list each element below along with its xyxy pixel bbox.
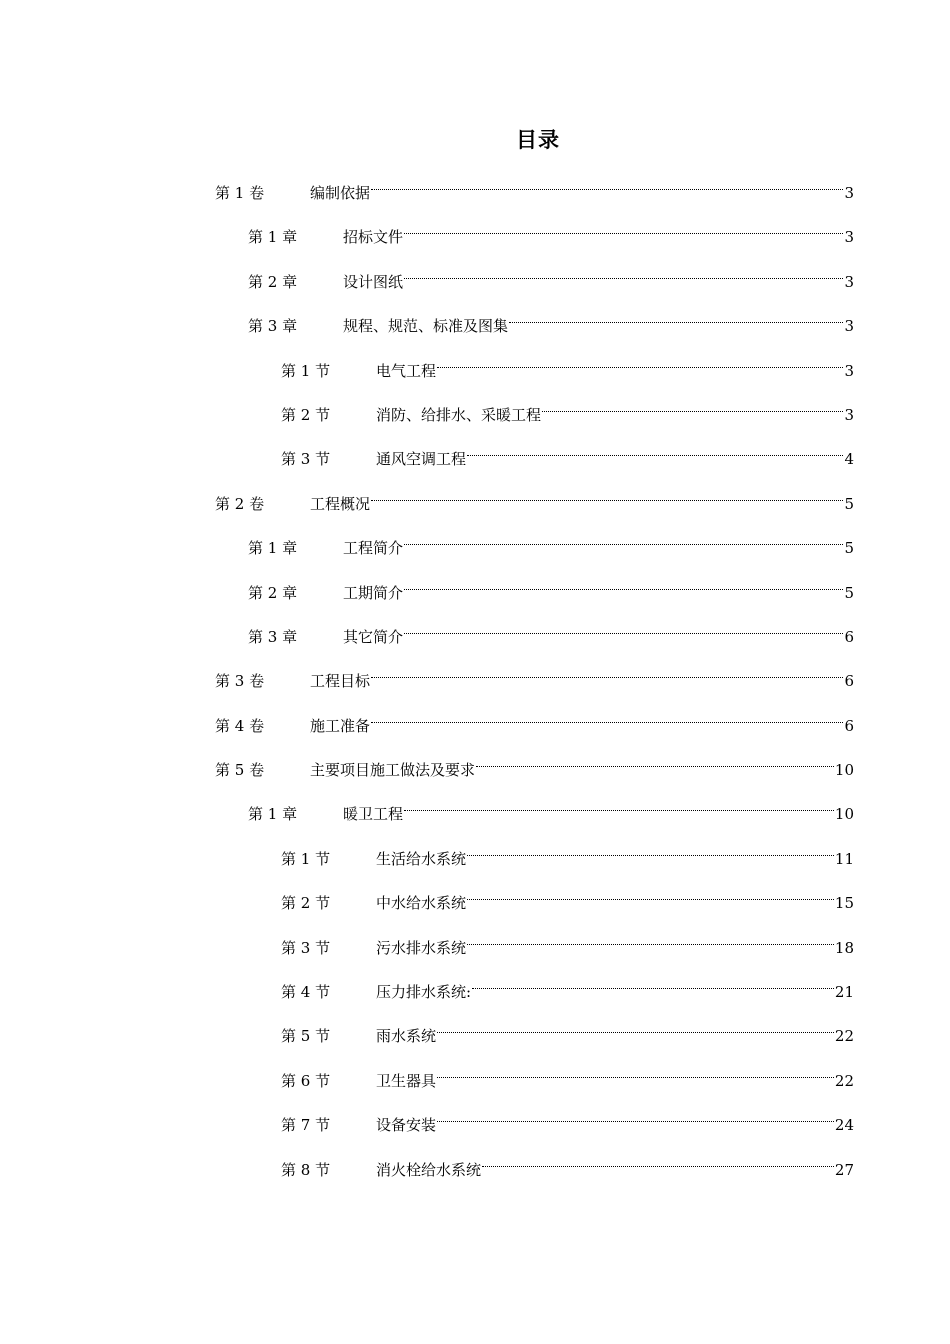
toc-entry-line xyxy=(215,745,854,785)
toc-entry-page-number: 27 xyxy=(834,1160,854,1179)
toc-entry[interactable] xyxy=(0,878,950,922)
toc-entry[interactable] xyxy=(0,834,950,878)
toc-entry[interactable] xyxy=(0,301,950,345)
toc-entry[interactable] xyxy=(0,568,950,612)
toc-entry-number: 第 1 卷 xyxy=(215,184,265,202)
toc-entry-title: 招标文件 xyxy=(343,228,404,247)
toc-entry-line xyxy=(281,967,854,1007)
toc-entry[interactable] xyxy=(0,745,950,789)
toc-entry-line xyxy=(248,301,854,341)
toc-entry-page-number: 18 xyxy=(834,938,854,957)
toc-dot-leader xyxy=(371,168,843,198)
toc-entry-page-number: 6 xyxy=(844,672,854,691)
toc-entry-number: 第 7 节 xyxy=(281,1116,331,1135)
toc-entry[interactable] xyxy=(0,1011,950,1055)
toc-entry-number: 第 3 章 xyxy=(248,317,298,336)
toc-entry-page-number: 21 xyxy=(834,983,854,1002)
toc-entry-line xyxy=(281,1011,854,1051)
toc-dot-leader xyxy=(404,789,834,819)
toc-entry-number: 第 3 节 xyxy=(281,450,331,469)
toc-list xyxy=(0,168,950,1189)
toc-entry-page-number: 4 xyxy=(844,450,854,469)
toc-entry-number: 第 4 节 xyxy=(281,983,331,1002)
toc-entry-number: 第 4 卷 xyxy=(215,716,265,735)
toc-entry-line xyxy=(215,168,854,208)
toc-entry-line xyxy=(248,212,854,252)
toc-entry-page-number: 6 xyxy=(844,716,854,735)
toc-entry-title: 中水给水系统 xyxy=(376,894,467,913)
toc-entry[interactable] xyxy=(0,168,950,212)
toc-dot-leader xyxy=(404,568,843,598)
toc-entry[interactable] xyxy=(0,923,950,967)
toc-dot-leader xyxy=(371,656,843,686)
toc-entry-page-number: 5 xyxy=(844,583,854,602)
toc-entry-title: 压力排水系统: xyxy=(376,983,472,1002)
toc-entry-title: 施工准备 xyxy=(310,716,371,735)
toc-entry-line xyxy=(248,568,854,608)
toc-entry-title: 其它简介 xyxy=(343,627,404,646)
toc-entry[interactable] xyxy=(0,701,950,745)
toc-entry-number: 第 1 节 xyxy=(281,361,331,380)
toc-entry-line xyxy=(281,834,854,874)
toc-entry-line xyxy=(248,612,854,652)
toc-entry-line xyxy=(215,656,854,696)
toc-entry-title: 通风空调工程 xyxy=(376,450,467,469)
toc-dot-leader xyxy=(404,523,843,553)
toc-entry-page-number: 3 xyxy=(844,184,854,202)
toc-entry-page-number: 3 xyxy=(844,405,854,424)
toc-entry-title: 编制依据 xyxy=(310,184,371,202)
toc-entry-title: 设备安装 xyxy=(376,1116,437,1135)
toc-entry-title: 消防、给排水、采暖工程 xyxy=(376,405,542,424)
toc-entry-title: 工程简介 xyxy=(343,539,404,558)
toc-entry-number: 第 5 卷 xyxy=(215,761,265,780)
toc-entry-page-number: 6 xyxy=(844,627,854,646)
toc-entry-page-number: 5 xyxy=(844,539,854,558)
toc-entry-title: 消火栓给水系统 xyxy=(376,1160,482,1179)
toc-entry-page-number: 24 xyxy=(834,1116,854,1135)
toc-entry-page-number: 22 xyxy=(834,1027,854,1046)
toc-entry-page-number: 3 xyxy=(844,317,854,336)
toc-dot-leader xyxy=(467,834,834,864)
toc-dot-leader xyxy=(437,1011,834,1041)
toc-entry-page-number: 3 xyxy=(844,361,854,380)
toc-entry[interactable] xyxy=(0,1056,950,1100)
toc-dot-leader xyxy=(404,612,843,642)
toc-entry-page-number: 10 xyxy=(834,761,854,780)
toc-entry[interactable] xyxy=(0,1100,950,1144)
toc-entry-number: 第 2 章 xyxy=(248,583,298,602)
toc-entry-title: 工期简介 xyxy=(343,583,404,602)
toc-entry-line xyxy=(215,479,854,519)
toc-entry-title: 规程、规范、标准及图集 xyxy=(343,317,509,336)
toc-entry-line xyxy=(248,523,854,563)
toc-entry-title: 雨水系统 xyxy=(376,1027,437,1046)
toc-entry-number: 第 8 节 xyxy=(281,1160,331,1179)
toc-entry-line xyxy=(281,390,854,430)
toc-entry-line xyxy=(215,701,854,741)
toc-entry[interactable] xyxy=(0,212,950,256)
toc-title: 目录 xyxy=(516,128,560,152)
toc-entry[interactable] xyxy=(0,967,950,1011)
toc-dot-leader xyxy=(542,390,843,420)
toc-entry-number: 第 2 卷 xyxy=(215,494,265,513)
toc-entry-line xyxy=(248,789,854,829)
toc-entry-number: 第 2 节 xyxy=(281,894,331,913)
toc-entry-line xyxy=(248,257,854,297)
toc-entry-number: 第 3 章 xyxy=(248,627,298,646)
toc-entry-title: 电气工程 xyxy=(376,361,437,380)
toc-entry-page-number: 5 xyxy=(844,494,854,513)
toc-entry-line xyxy=(281,1056,854,1096)
toc-entry-line xyxy=(281,346,854,386)
toc-entry-page-number: 15 xyxy=(834,894,854,913)
toc-dot-leader xyxy=(467,878,834,908)
toc-entry[interactable] xyxy=(0,346,950,390)
toc-dot-leader xyxy=(437,1100,834,1130)
toc-entry-number: 第 1 章 xyxy=(248,805,298,824)
toc-entry-line xyxy=(281,923,854,963)
toc-entry-number: 第 2 节 xyxy=(281,405,331,424)
toc-entry[interactable] xyxy=(0,1145,950,1189)
toc-entry[interactable] xyxy=(0,434,950,478)
toc-entry-line xyxy=(281,878,854,918)
toc-entry-page-number: 10 xyxy=(834,805,854,824)
toc-entry[interactable] xyxy=(0,479,950,523)
toc-entry-page-number: 22 xyxy=(834,1071,854,1090)
toc-dot-leader xyxy=(476,745,834,775)
toc-entry-number: 第 1 章 xyxy=(248,228,298,247)
toc-entry[interactable] xyxy=(0,789,950,833)
toc-dot-leader xyxy=(437,1056,834,1086)
toc-entry-number: 第 3 卷 xyxy=(215,672,265,691)
toc-dot-leader xyxy=(404,257,843,287)
toc-dot-leader xyxy=(371,701,843,731)
toc-entry[interactable] xyxy=(0,257,950,301)
toc-dot-leader xyxy=(437,346,843,376)
toc-entry-line xyxy=(281,1100,854,1140)
toc-entry-title: 生活给水系统 xyxy=(376,849,467,868)
toc-dot-leader xyxy=(371,479,843,509)
toc-dot-leader xyxy=(509,301,843,331)
toc-entry-title: 工程概况 xyxy=(310,494,371,513)
toc-entry[interactable] xyxy=(0,523,950,567)
toc-dot-leader xyxy=(472,967,834,997)
toc-entry-page-number: 3 xyxy=(844,272,854,291)
toc-entry[interactable] xyxy=(0,656,950,700)
toc-dot-leader xyxy=(404,212,843,242)
toc-entry-number: 第 5 节 xyxy=(281,1027,331,1046)
toc-dot-leader xyxy=(467,923,834,953)
toc-entry-number: 第 3 节 xyxy=(281,938,331,957)
toc-dot-leader xyxy=(467,434,843,464)
toc-entry-number: 第 2 章 xyxy=(248,272,298,291)
toc-entry-line xyxy=(281,1145,854,1185)
toc-entry-title: 工程目标 xyxy=(310,672,371,691)
toc-entry[interactable] xyxy=(0,390,950,434)
toc-entry-number: 第 6 节 xyxy=(281,1071,331,1090)
toc-entry-page-number: 11 xyxy=(834,849,854,868)
toc-entry-number: 第 1 节 xyxy=(281,849,331,868)
toc-entry-title: 主要项目施工做法及要求 xyxy=(310,761,476,780)
toc-entry-title: 污水排水系统 xyxy=(376,938,467,957)
toc-entry-page-number: 3 xyxy=(844,228,854,247)
toc-entry-number: 第 1 章 xyxy=(248,539,298,558)
toc-entry-title: 暖卫工程 xyxy=(343,805,404,824)
toc-entry-line xyxy=(281,434,854,474)
toc-entry-title: 设计图纸 xyxy=(343,272,404,291)
toc-entry-title: 卫生器具 xyxy=(376,1071,437,1090)
toc-dot-leader xyxy=(482,1145,834,1175)
toc-entry[interactable] xyxy=(0,612,950,656)
